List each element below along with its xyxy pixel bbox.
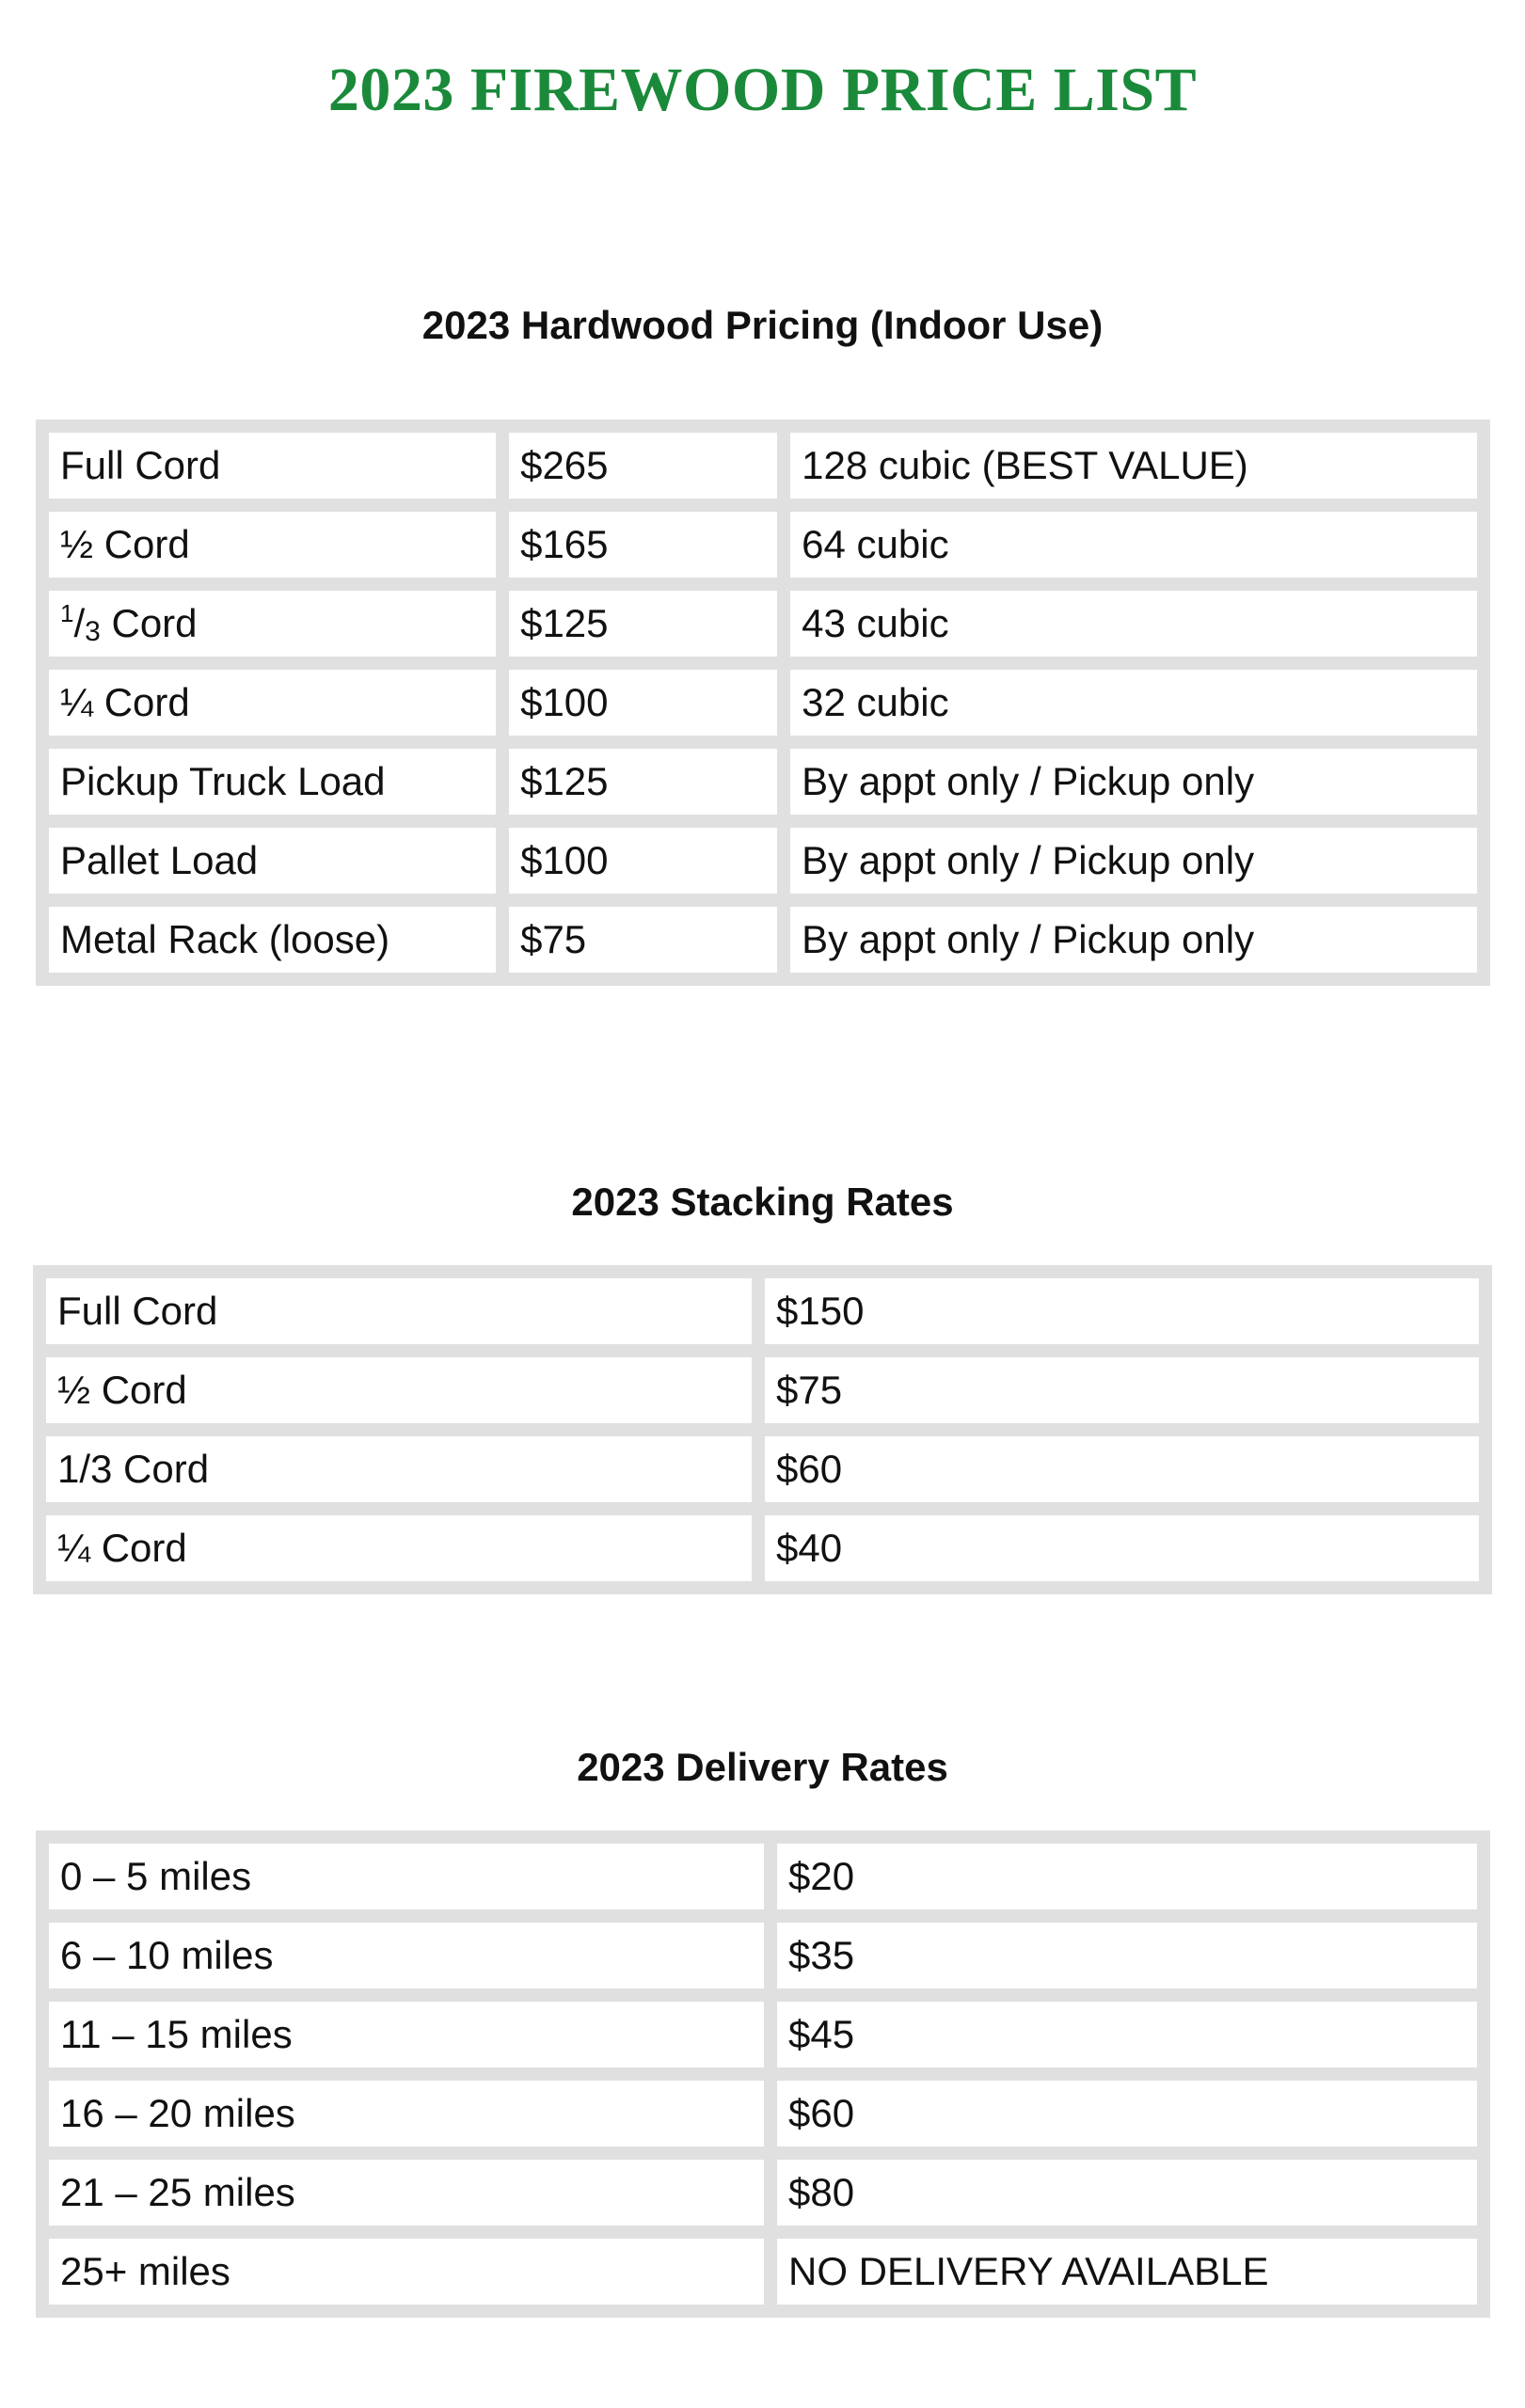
hardwood-price: $125 [509,749,777,815]
hardwood-note: By appt only / Pickup only [790,907,1477,973]
table-row [49,828,1477,894]
delivery-distance: 6 – 10 miles [49,1923,764,1988]
hardwood-price: $165 [509,512,777,578]
stacking-rates-table [33,1265,1492,1594]
hardwood-note: 32 cubic [790,670,1477,736]
hardwood-pricing-table [36,420,1490,986]
hardwood-note: 64 cubic [790,512,1477,578]
table-row [46,1278,1479,1344]
delivery-distance: 25+ miles [49,2239,764,2305]
stacking-item: Full Cord [46,1278,752,1344]
stacking-price: $60 [765,1436,1479,1502]
table-row [46,1515,1479,1581]
delivery-distance: 21 – 25 miles [49,2160,764,2226]
hardwood-item: Full Cord [49,433,496,499]
stacking-item: ½ Cord [46,1357,752,1423]
one-third-fraction: $^1/_3$ [60,599,101,647]
delivery-price: $80 [777,2160,1477,2226]
hardwood-price: $100 [509,828,777,894]
stacking-price: $75 [765,1357,1479,1423]
delivery-distance: 0 – 5 miles [49,1844,764,1909]
stacking-heading: 2023 Stacking Rates [571,1180,954,1224]
hardwood-note: By appt only / Pickup only [790,749,1477,815]
delivery-price: NO DELIVERY AVAILABLE [777,2239,1477,2305]
stacking-price: $40 [765,1515,1479,1581]
delivery-distance: 16 – 20 miles [49,2081,764,2147]
table-row [49,749,1477,815]
hardwood-price: $265 [509,433,777,499]
table-row [46,1436,1479,1502]
delivery-price: $45 [777,2002,1477,2067]
hardwood-note: 43 cubic [790,591,1477,657]
delivery-price: $35 [777,1923,1477,1988]
delivery-price: $60 [777,2081,1477,2147]
stacking-item: ¼ Cord [46,1515,752,1581]
hardwood-note: By appt only / Pickup only [790,828,1477,894]
hardwood-item: ½ Cord [49,512,496,578]
hardwood-item: $^1/_3$ Cord [49,591,496,657]
hardwood-heading: 2023 Hardwood Pricing (Indoor Use) [421,303,1104,347]
table-row [49,1923,1477,1988]
table-row [49,2002,1477,2067]
table-row [49,1844,1477,1909]
page-title: 2023 FIREWOOD PRICE LIST [327,55,1198,124]
table-row [49,591,1477,657]
delivery-rates-table [36,1830,1490,2318]
hardwood-item: Metal Rack (loose) [49,907,496,973]
hardwood-item: Pickup Truck Load [49,749,496,815]
table-row [49,2160,1477,2226]
delivery-price: $20 [777,1844,1477,1909]
delivery-distance: 11 – 15 miles [49,2002,764,2067]
stacking-price: $150 [765,1278,1479,1344]
table-row [49,907,1477,973]
table-row [49,2081,1477,2147]
delivery-heading: 2023 Delivery Rates [577,1745,948,1789]
table-row [46,1357,1479,1423]
table-row [49,512,1477,578]
hardwood-price: $100 [509,670,777,736]
hardwood-item: Pallet Load [49,828,496,894]
table-row [49,433,1477,499]
stacking-item: 1/3 Cord [46,1436,752,1502]
table-row [49,2239,1477,2305]
hardwood-price: $125 [509,591,777,657]
hardwood-item: ¼ Cord [49,670,496,736]
hardwood-price: $75 [509,907,777,973]
hardwood-note: 128 cubic (BEST VALUE) [790,433,1477,499]
table-row [49,670,1477,736]
